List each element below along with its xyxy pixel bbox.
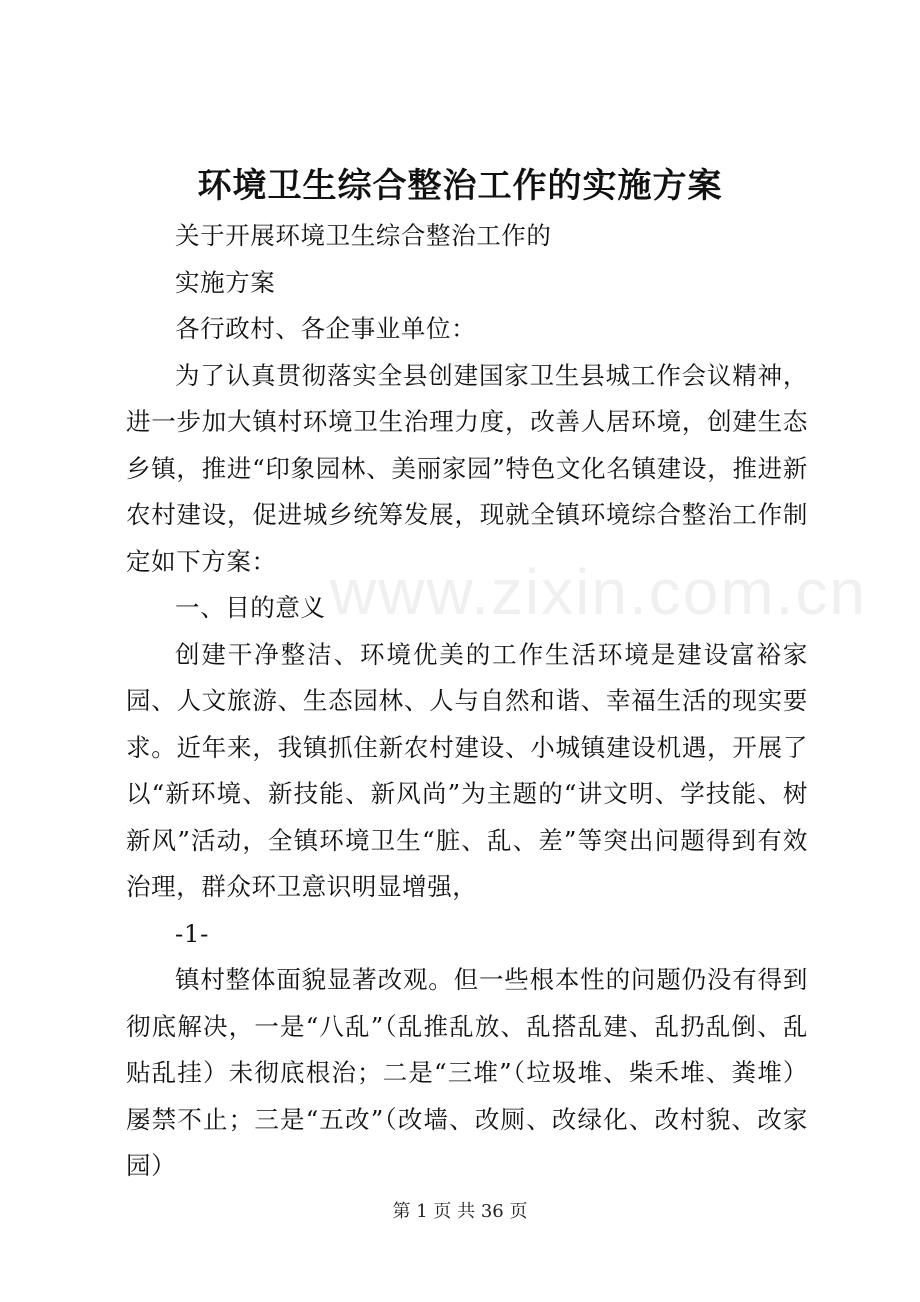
document-body [126, 213, 808, 1190]
paragraph-salutation: 各行政村、各企事业单位： [175, 314, 477, 343]
page-number-marker: -1- [175, 918, 209, 948]
watermark: www.zixin.com.cn [330, 556, 867, 628]
paragraph-intro: 为了认真贯彻落实全县创建国家卫生县城工作会议精神，进一步加大镇村环境卫生治理力度，改善人居环境，创建生态乡镇，推进“印象园林、美丽家园”特色文化名镇建设，推进新农村建设，促进城乡统筹发展，现就全镇环境综合整治工作制定如下方案： [126, 360, 808, 576]
paragraph-subtitle-line2: 实施方案 [175, 267, 276, 297]
document-title: 环境卫生综合整治工作的实施方案 [197, 166, 723, 206]
paragraph-subtitle-line1: 关于开展环境卫生综合整治工作的 [175, 221, 552, 250]
section-heading-purpose: 一、目的意义 [175, 593, 326, 622]
paragraph-purpose: 创建干净整洁、环境优美的工作生活环境是建设富裕家园、人文旅游、生态园林、人与自然和谐、幸福生活的现实要求。近年来，我镇抓住新农村建设、小城镇建设机遇，开展了以“新环境、新技能、新风尚”为主题的“讲文明、学技能、树新风”活动，全镇环境卫生“脏、乱、差”等突出问题得到有效治理，群众环卫意识明显增强， [126, 639, 808, 901]
paragraph-problems: 镇村整体面貌显著改观。但一些根本性的问题仍没有得到彻底解决，一是“八乱”（乱推乱放、乱搭乱建、乱扔乱倒、乱贴乱挂）未彻底根治；二是“三堆”（垃圾堆、柴禾堆、粪堆）屡禁不止；三是“五改”（改墙、改厕、改绿化、改村貌、改家园） [126, 965, 808, 1180]
page-footer: 第 1 页 共 36 页 [392, 1201, 528, 1222]
